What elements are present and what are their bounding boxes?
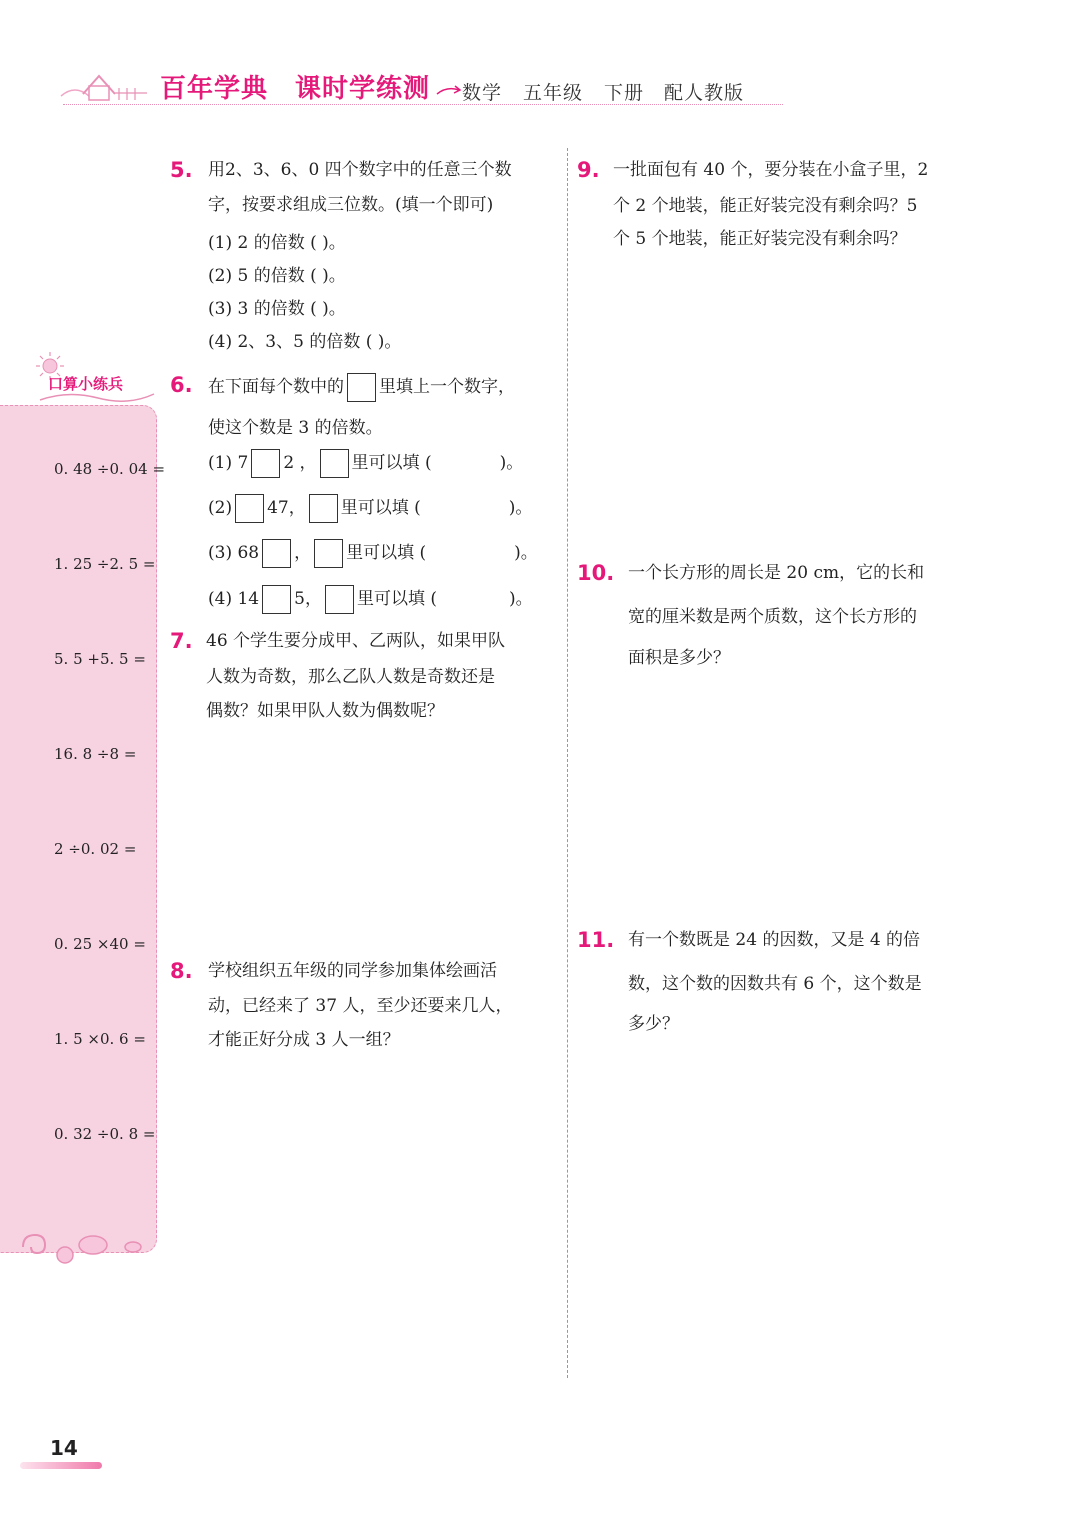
brand-title: 百年学典 [160, 74, 269, 104]
question-number: 5. [170, 158, 193, 182]
fill-label: 里可以填 ( [356, 589, 437, 609]
blank-box[interactable] [347, 373, 376, 402]
question-text: 字，按要求组成三位数。(填一个即可) [208, 195, 494, 215]
fill-mid: ， [294, 543, 312, 563]
swirl-decoration [15, 1225, 145, 1270]
calc-item: 0. 32 ÷0. 8 = [54, 1125, 156, 1143]
answer-line: (4) 2、3、5 的倍数 ( )。 [208, 332, 402, 352]
question-text: 宽的厘米数是两个质数，这个长方形的 [628, 607, 917, 627]
calc-item: 16. 8 ÷8 = [54, 745, 137, 763]
fill-suffix: )。 [514, 543, 538, 563]
calc-item: 2 ÷0. 02 = [54, 840, 137, 858]
fill-label: 里可以填 ( [340, 498, 421, 518]
answer-line: (2) 5 的倍数 ( )。 [208, 266, 346, 286]
subject-label: 数学 [462, 82, 503, 104]
series-title: 课时学练测 [295, 74, 431, 104]
blank-box[interactable] [309, 494, 338, 523]
fill-prefix: (4) 14 [208, 589, 260, 609]
fill-mid: 2 ， [283, 453, 317, 473]
fill-suffix: )。 [509, 589, 533, 609]
arrow-icon [435, 82, 463, 98]
fill-mid: 47， [267, 498, 306, 518]
question-text-part: 在下面每个数中的 [208, 377, 344, 397]
fill-prefix: (1) 7 [208, 453, 249, 473]
question-text: 多少？ [628, 1014, 679, 1034]
blank-box[interactable] [262, 539, 291, 568]
question-number: 7. [170, 629, 193, 653]
calc-item: 5. 5 +5. 5 = [54, 650, 146, 668]
page-number-bar [20, 1462, 102, 1469]
blank-box[interactable] [314, 539, 343, 568]
question-number: 11. [577, 928, 615, 952]
question-text: 使这个数是 3 的倍数。 [208, 418, 383, 438]
volume-label: 下册 [604, 82, 645, 104]
header [55, 62, 785, 114]
answer-line: (3) 3 的倍数 ( )。 [208, 299, 346, 319]
fill-line [208, 538, 538, 568]
question-text: 一批面包有 40 个，要分装在小盒子里，2 [613, 160, 929, 180]
blank-box[interactable] [320, 449, 349, 478]
calc-item: 0. 48 ÷0. 04 = [54, 460, 166, 478]
blank-box[interactable] [262, 585, 291, 614]
blank-box[interactable] [235, 494, 264, 523]
question-text: 数，这个数的因数共有 6 个，这个数是 [628, 974, 922, 994]
calc-item: 1. 5 ×0. 6 = [54, 1030, 146, 1048]
question-text-part: 里填上一个数字， [379, 377, 515, 397]
question-text: 用2、3、6、0 四个数字中的任意三个数 [208, 160, 512, 180]
fill-mid: 5， [294, 589, 322, 609]
blank-box[interactable] [325, 585, 354, 614]
question-text: 个 5 个地装，能正好装完没有剩余吗？ [613, 229, 907, 249]
fill-line [208, 584, 533, 614]
question-text: 才能正好分成 3 人一组？ [208, 1030, 400, 1050]
edition-label: 配人教版 [664, 82, 745, 104]
fill-line [208, 493, 532, 523]
fill-suffix: )。 [499, 453, 524, 473]
question-number: 9. [577, 158, 600, 182]
column-divider [567, 148, 568, 1378]
question-text: 46 个学生要分成甲、乙两队，如果甲队 [206, 631, 506, 651]
question-text: 有一个数既是 24 的因数，又是 4 的倍 [628, 930, 921, 950]
question-text: 学校组织五年级的同学参加集体绘画活 [208, 961, 497, 981]
question-number: 6. [170, 373, 193, 397]
sidebar-badge [30, 350, 160, 410]
question-number: 8. [170, 959, 193, 983]
answer-line: (1) 2 的倍数 ( )。 [208, 233, 346, 253]
fill-label: 里可以填 ( [346, 543, 427, 563]
sidebar-title: 口算小练兵 [48, 375, 124, 393]
fill-prefix: (3) 68 [208, 543, 260, 563]
calc-item: 1. 25 ÷2. 5 = [54, 555, 156, 573]
blank-box[interactable] [251, 449, 280, 478]
house-icon [55, 66, 155, 106]
calc-item: 0. 25 ×40 = [54, 935, 146, 953]
question-text: 面积是多少？ [628, 648, 730, 668]
question-text [208, 372, 515, 402]
fill-suffix: )。 [508, 498, 533, 518]
question-text: 动，已经来了 37 人，至少还要来几人， [208, 996, 513, 1016]
grade-label: 五年级 [523, 82, 584, 104]
question-text: 个 2 个地装，能正好装完没有剩余吗？5 [613, 196, 918, 216]
fill-prefix: (2) [208, 498, 233, 518]
fill-label: 里可以填 ( [351, 453, 432, 473]
header-underline [63, 104, 783, 105]
question-text: 偶数？如果甲队人数为偶数呢？ [206, 701, 444, 721]
page-number: 14 [50, 1436, 78, 1460]
question-text: 一个长方形的周长是 20 cm，它的长和 [628, 563, 925, 583]
fill-line [208, 448, 523, 478]
question-number: 10. [577, 561, 615, 585]
question-text: 人数为奇数，那么乙队人数是奇数还是 [206, 667, 495, 687]
